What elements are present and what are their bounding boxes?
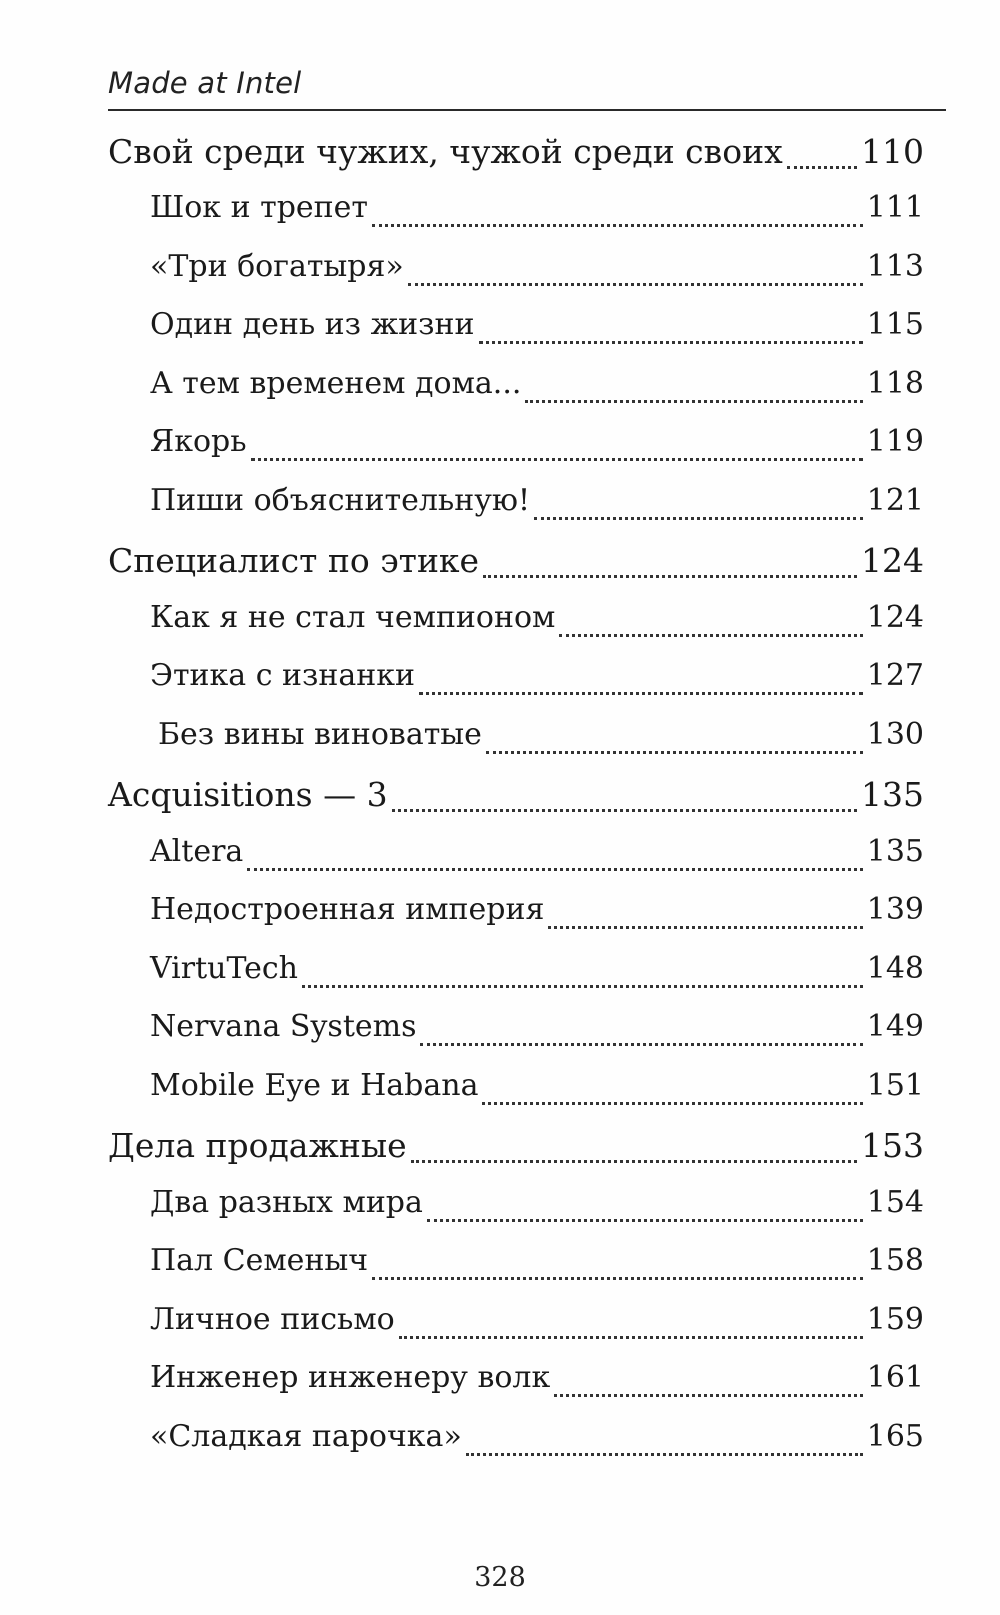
dot-leader — [482, 1102, 862, 1105]
dot-leader — [419, 692, 863, 695]
toc-entry-title: Пиши объяснительную! — [150, 483, 531, 518]
toc-section-entry — [150, 600, 924, 646]
toc-entry-title: Один день из жизни — [150, 307, 475, 342]
dot-leader — [392, 809, 857, 812]
toc-entry-title: Инженер инженеру волк — [150, 1360, 551, 1395]
page-number: 328 — [474, 1562, 526, 1593]
toc-entry-page: 154 — [866, 1185, 924, 1220]
toc-entry-title: Altera — [150, 834, 244, 869]
dot-leader — [372, 1277, 863, 1280]
toc-entry-title: «Три богатыря» — [150, 249, 404, 284]
toc-section-entry — [150, 834, 924, 880]
header-rule — [108, 109, 946, 111]
toc-entry-page: 151 — [866, 1068, 924, 1103]
toc-entry-title: Личное письмо — [150, 1302, 395, 1337]
toc-entry-page: 111 — [866, 190, 924, 225]
toc-entry-title: Два разных мира — [150, 1185, 423, 1220]
toc-section-entry — [150, 1243, 924, 1289]
dot-leader — [548, 926, 862, 929]
toc-entry-title: VirtuTech — [150, 951, 299, 986]
toc-section-entry — [150, 658, 924, 704]
toc-entry-title: «Сладкая парочка» — [150, 1419, 462, 1454]
dot-leader — [251, 458, 863, 461]
toc-entry-page: 115 — [866, 307, 924, 342]
toc-section-entry — [150, 1419, 924, 1465]
toc-entry-page: 135 — [866, 834, 924, 869]
toc-section-entry — [150, 1068, 924, 1114]
toc-entry-page: 161 — [866, 1360, 924, 1395]
toc-entry-title: Пал Семеныч — [150, 1243, 369, 1278]
toc-section-entry — [150, 366, 924, 412]
toc-chapter-entry — [108, 541, 924, 587]
dot-leader — [787, 166, 857, 169]
dot-leader — [534, 517, 863, 520]
toc-entry-page: 121 — [866, 483, 924, 518]
toc-entry-page: 124 — [866, 600, 924, 635]
toc-entry-page: 110 — [861, 132, 924, 171]
toc-section-entry — [150, 249, 924, 295]
toc-entry-title: Свой среди чужих, чужой среди своих — [108, 132, 783, 171]
toc-entry-page: 119 — [866, 424, 924, 459]
toc-section-entry — [150, 892, 924, 938]
toc-entry-title: Nervana Systems — [150, 1009, 417, 1044]
toc-entry-title: Acquisitions — 3 — [108, 775, 388, 814]
toc-section-entry — [150, 1360, 924, 1406]
toc-section-entry — [150, 1302, 924, 1348]
dot-leader — [247, 868, 862, 871]
dot-leader — [466, 1453, 863, 1456]
toc-entry-page: 127 — [866, 658, 924, 693]
toc-entry-title: Как я не стал чемпионом — [150, 600, 556, 635]
toc-chapter-entry — [108, 775, 924, 821]
toc-entry-title: Шок и трепет — [150, 190, 369, 225]
dot-leader — [420, 1043, 862, 1046]
toc-entry-page: 113 — [866, 249, 924, 284]
dot-leader — [559, 634, 862, 637]
toc-chapter-entry — [108, 1126, 924, 1172]
toc-section-entry — [150, 1185, 924, 1231]
toc-entry-title: Дела продажные — [108, 1126, 407, 1165]
dot-leader — [525, 400, 862, 403]
toc-entry-page: 153 — [861, 1126, 924, 1165]
toc-entry-page: 149 — [866, 1009, 924, 1044]
toc-section-entry — [150, 424, 924, 470]
toc-entry-page: 135 — [861, 775, 924, 814]
toc-section-entry — [150, 1009, 924, 1055]
toc-entry-page: 118 — [866, 366, 924, 401]
dot-leader — [408, 283, 863, 286]
toc-entry-title: Этика с изнанки — [150, 658, 416, 693]
toc-entry-page: 130 — [866, 717, 924, 752]
toc-entry-page: 148 — [866, 951, 924, 986]
toc-entry-title: Специалист по этике — [108, 541, 480, 580]
running-head: Made at Intel — [108, 66, 302, 100]
toc-entry-page: 124 — [861, 541, 924, 580]
toc-section-entry — [150, 951, 924, 997]
toc-entry-page: 139 — [866, 892, 924, 927]
toc-entry-title: А тем временем дома... — [150, 366, 522, 401]
toc-entry-title: Mobile Eye и Habana — [150, 1068, 479, 1103]
toc-chapter-entry — [108, 132, 924, 178]
dot-leader — [399, 1336, 863, 1339]
toc-section-entry — [158, 717, 924, 763]
toc-entry-title: Недостроенная империя — [150, 892, 545, 927]
dot-leader — [302, 985, 863, 988]
toc-entry-title: Без вины виноватые — [158, 717, 482, 752]
toc-entry-page: 158 — [866, 1243, 924, 1278]
toc-section-entry — [150, 483, 924, 529]
toc-section-entry — [150, 190, 924, 236]
dot-leader — [411, 1160, 857, 1163]
dot-leader — [427, 1219, 863, 1222]
toc-section-entry — [150, 307, 924, 353]
dot-leader — [554, 1394, 862, 1397]
toc-entry-page: 165 — [866, 1419, 924, 1454]
dot-leader — [479, 341, 863, 344]
toc-entry-page: 159 — [866, 1302, 924, 1337]
toc-entry-title: Якорь — [150, 424, 247, 459]
dot-leader — [483, 575, 857, 578]
dot-leader — [372, 224, 863, 227]
dot-leader — [486, 751, 863, 754]
